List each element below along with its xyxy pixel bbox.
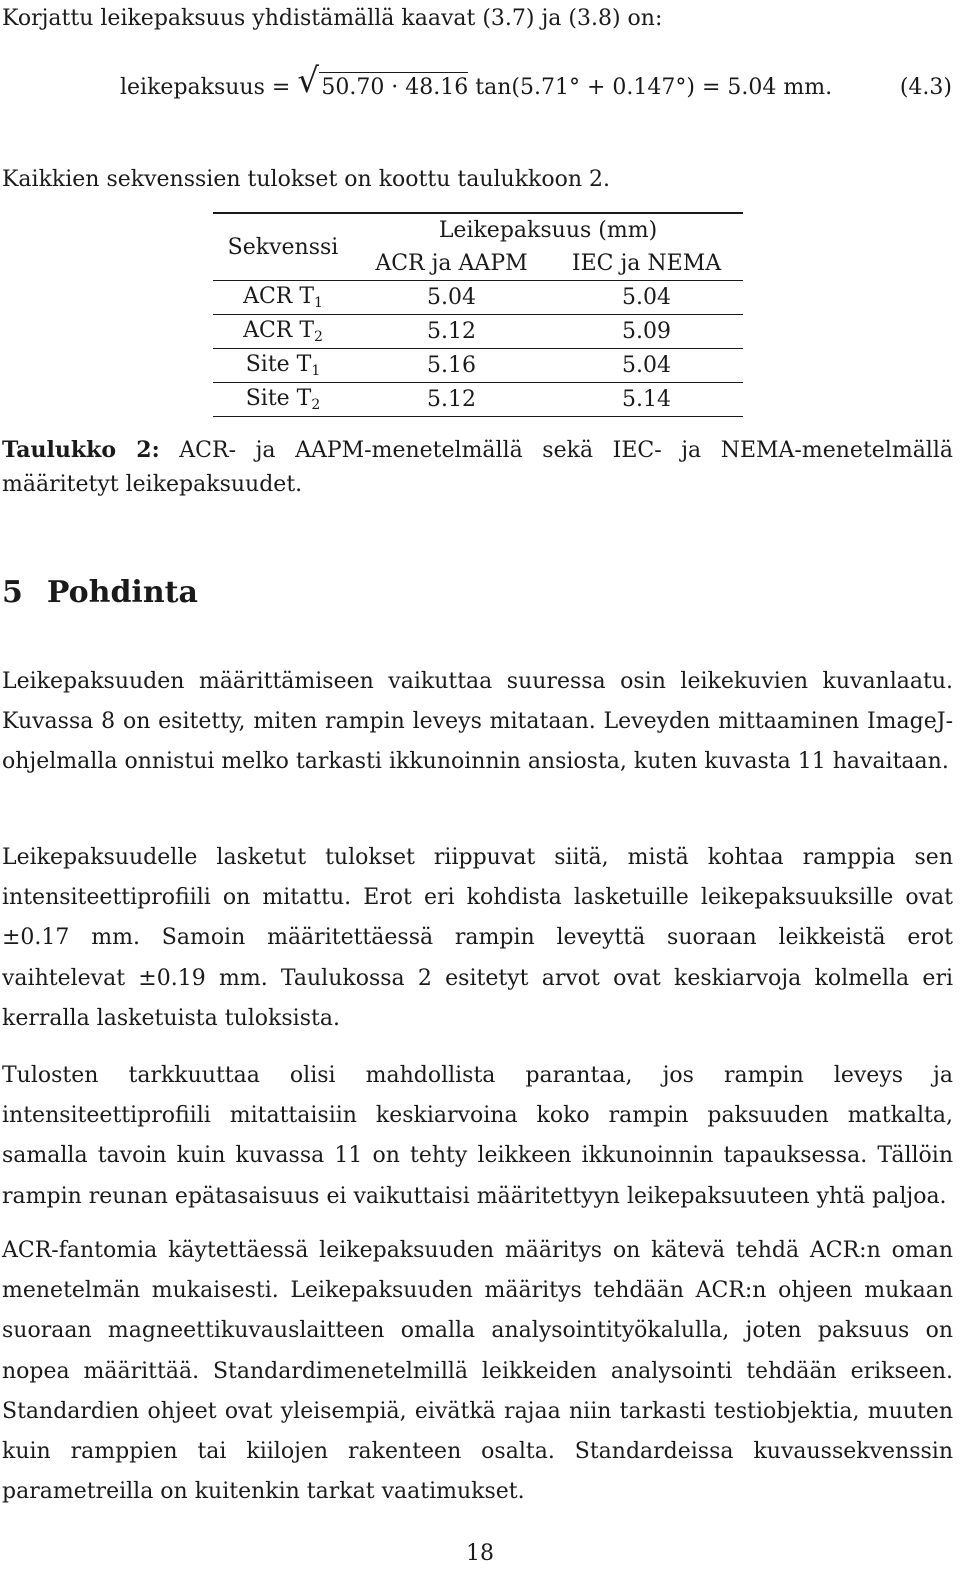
- intro-line: Korjattu leikepaksuus yhdistämällä kaavat (3.7) ja (3.8) on:: [2, 6, 663, 31]
- equation-radicand: 50.70 · 48.16: [319, 72, 468, 100]
- section-title: Pohdinta: [46, 575, 198, 610]
- section-number: 5: [2, 575, 23, 610]
- table-row: [213, 349, 743, 383]
- row-name: Site T: [245, 386, 312, 411]
- caption-label: Taulukko 2:: [2, 437, 160, 463]
- header-group: Leikepaksuus (mm): [353, 213, 743, 247]
- row-name: ACR T: [243, 284, 315, 309]
- header-acr-aapm: ACR ja AAPM: [375, 251, 528, 276]
- table-caption: [2, 433, 953, 502]
- row-name: ACR T: [243, 318, 315, 343]
- equation: [120, 61, 833, 106]
- cell-iec-nema: 5.14: [550, 383, 743, 417]
- radical-sign: √: [297, 61, 319, 101]
- row-subscript: 2: [314, 329, 323, 345]
- section-heading: [2, 575, 198, 610]
- cell-acr-aapm: 5.12: [353, 383, 550, 417]
- square-root: [297, 61, 469, 106]
- cell-acr-aapm: 5.12: [353, 315, 550, 349]
- table-row: [213, 315, 743, 349]
- cell-acr-aapm: 5.04: [353, 281, 550, 315]
- paragraph: ACR-fantomia käytettäessä leikepaksuuden määritys on kätevä tehdä ACR:n oman menetelmän mukaisesti. Leikepaksuuden määritys tehdään ACR:n ohjeen mukaan suoraan magneettikuvauslaitteen omalla analysointityökalulla, joten paksuus on nopea määrittää. Standardimenetelmillä leikkeiden analysointi tehdään erikseen. Standardien ohjeet ovat yleisempiä, eivätkä rajaa niin tarkasti testiobjektia, muuten kuin ramppien tai kiilojen rakenteen osalta. Standardeissa kuvaussekvenssin parametreilla on kuitenkin tarkat vaatimukset.: [2, 1238, 953, 1505]
- table-intro: Kaikkien sekvenssien tulokset on koottu taulukkoon 2.: [2, 167, 610, 192]
- header-iec-nema: IEC ja NEMA: [571, 251, 722, 276]
- row-subscript: 1: [314, 295, 323, 311]
- equation-number: (4.3): [899, 75, 952, 100]
- cell-acr-aapm: 5.16: [353, 349, 550, 383]
- equation-rhs: tan(5.71° + 0.147°) = 5.04 mm.: [475, 75, 833, 100]
- caption-text: ACR- ja AAPM-menetelmällä sekä IEC- ja NEMA-menetelmällä määritetyt leikepaksuudet.: [2, 438, 953, 497]
- cell-iec-nema: 5.04: [550, 349, 743, 383]
- paragraph: Leikepaksuuden määrittämiseen vaikuttaa suuressa osin leikekuvien kuvanlaatu. Kuvassa 8 on esitetty, miten rampin leveys mitataan. Leveyden mittaaminen ImageJ-ohjelmalla onnistui melko tarkasti ikkunoinnin ansiosta, kuten kuvasta 11 havaitaan.: [2, 669, 953, 775]
- table-row: [213, 281, 743, 315]
- equation-lhs: leikepaksuus =: [120, 75, 291, 100]
- paragraph: Leikepaksuudelle lasketut tulokset riippuvat siitä, mistä kohtaa ramppia sen intensiteettiprofiili on mitattu. Erot eri kohdista lasketuille leikepaksuuksille ovat ±0.17 mm. Samoin määritettäessä rampin leveyttä suoraan leikkeistä erot vaihtelevat ±0.19 mm. Taulukossa 2 esitetyt arvot ovat keskiarvoja kolmella eri kerralla lasketuista tuloksista.: [2, 845, 953, 1031]
- table-row: [213, 383, 743, 417]
- page-number: 18: [466, 1541, 494, 1566]
- cell-iec-nema: 5.04: [550, 281, 743, 315]
- row-subscript: 2: [311, 397, 321, 413]
- header-sequence: Sekvenssi: [213, 213, 353, 281]
- results-table: [213, 212, 743, 417]
- row-name: Site T: [245, 352, 312, 377]
- paragraph: Tulosten tarkkuuttaa olisi mahdollista parantaa, jos rampin leveys ja intensiteettiprofiili mitattaisiin keskiarvoina koko rampin paksuuden matkalta, samalla tavoin kuin kuvassa 11 on tehty leikkeen ikkunoinnin tapauksessa. Tällöin rampin reunan epätasaisuus ei vaikuttaisi määritettyyn leikepaksuuteen yhtä paljoa.: [2, 1063, 953, 1209]
- row-subscript: 1: [311, 363, 321, 379]
- cell-iec-nema: 5.09: [550, 315, 743, 349]
